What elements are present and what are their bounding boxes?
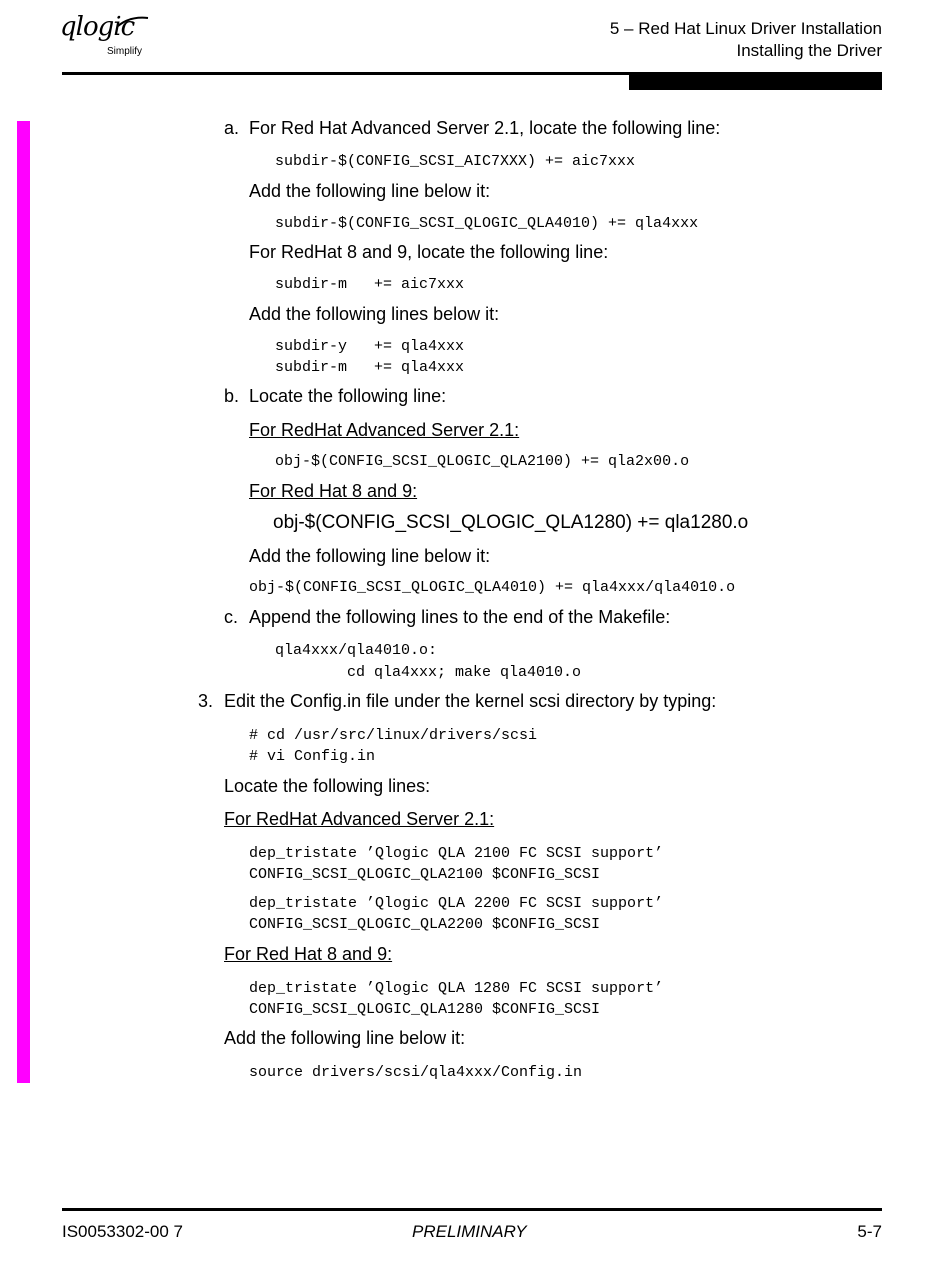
step3-heading-as21: For RedHat Advanced Server 2.1: (224, 809, 495, 829)
locate-lines-text: Locate the following lines: (224, 776, 431, 796)
code-subdir-m-qla: subdir-m += qla4xxx (275, 359, 465, 376)
redhat-locate-text: For RedHat 8 and 9, locate the following line: (249, 242, 609, 262)
logo-swoosh-icon (116, 14, 150, 28)
code-vi-config: # vi Config.in (249, 748, 376, 765)
item-a-text: For Red Hat Advanced Server 2.1, locate the following line: (249, 118, 721, 138)
code-subdir-y: subdir-y += qla4xxx (275, 338, 465, 355)
code-dep-1280: dep_tristate ’Qlogic QLA 1280 FC SCSI support’ (249, 980, 664, 997)
item-c-marker: c. (224, 607, 239, 627)
step-3-marker: 3. (198, 691, 214, 711)
code-subdir-m: subdir-m += aic7xxx (275, 276, 465, 293)
code-qla4010-obj: obj-$(CONFIG_SCSI_QLOGIC_QLA4010) += qla4xxx/qla4010.o (249, 579, 736, 596)
item-b-text: Locate the following line: (249, 386, 447, 406)
add-line-b-text: Add the following line below it: (249, 546, 491, 566)
code-qla1280: obj-$(CONFIG_SCSI_QLOGIC_QLA1280) += qla1280.o (273, 512, 749, 533)
chapter-title: 5 – Red Hat Linux Driver Installation (609, 19, 882, 38)
page-number: 5-7 (857, 1222, 882, 1241)
code-makefile-rule: cd qla4xxx; make qla4010.o (275, 664, 582, 681)
code-config-2200: CONFIG_SCSI_QLOGIC_QLA2200 $CONFIG_SCSI (249, 916, 601, 933)
item-c-text: Append the following lines to the end of the Makefile: (249, 607, 671, 627)
code-qla4xxx-subdir: subdir-$(CONFIG_SCSI_QLOGIC_QLA4010) += qla4xxx (275, 215, 699, 232)
change-bar (17, 121, 30, 1083)
code-dep-2200: dep_tristate ’Qlogic QLA 2200 FC SCSI support’ (249, 895, 664, 912)
heading-as21: For RedHat Advanced Server 2.1: (249, 420, 520, 440)
preliminary-label: PRELIMINARY (412, 1222, 527, 1241)
step-3-text: Edit the Config.in file under the kernel scsi directory by typing: (224, 691, 717, 711)
header-tab-bar (629, 75, 882, 90)
code-qla2100: obj-$(CONFIG_SCSI_QLOGIC_QLA2100) += qla2x00.o (275, 453, 690, 470)
code-config-1280: CONFIG_SCSI_QLOGIC_QLA1280 $CONFIG_SCSI (249, 1001, 601, 1018)
heading-rh89: For Red Hat 8 and 9: (249, 481, 418, 501)
step3-heading-rh89: For Red Hat 8 and 9: (224, 944, 393, 964)
add-lines-text: Add the following lines below it: (249, 304, 500, 324)
qlogic-logo (58, 10, 158, 66)
code-cd-scsi: # cd /usr/src/linux/drivers/scsi (249, 727, 538, 744)
doc-number: IS0053302-00 7 (62, 1222, 183, 1241)
footer-rule (62, 1208, 882, 1211)
code-dep-2100: dep_tristate ’Qlogic QLA 2100 FC SCSI support’ (249, 845, 664, 862)
running-header (610, 18, 882, 62)
code-makefile-target: qla4xxx/qla4010.o: (275, 642, 438, 659)
item-a-marker: a. (224, 118, 240, 138)
add-line-3-text: Add the following line below it: (224, 1028, 466, 1048)
item-b-marker: b. (224, 386, 240, 406)
logo-tagline: Simplify (107, 46, 143, 57)
code-source-config: source drivers/scsi/qla4xxx/Config.in (249, 1064, 583, 1081)
code-config-2100: CONFIG_SCSI_QLOGIC_QLA2100 $CONFIG_SCSI (249, 866, 601, 883)
add-line-text: Add the following line below it: (249, 181, 491, 201)
code-aic7xxx: subdir-$(CONFIG_SCSI_AIC7XXX) += aic7xxx (275, 153, 636, 170)
section-title: Installing the Driver (736, 41, 882, 60)
logo-wordmark: qlogic (60, 12, 135, 42)
